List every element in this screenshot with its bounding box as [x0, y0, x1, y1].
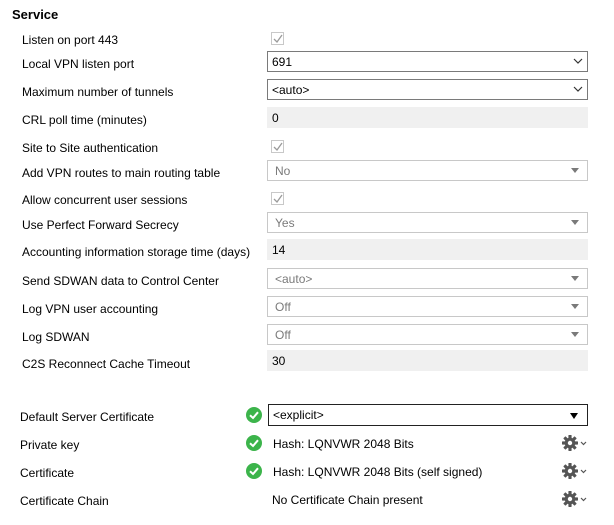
field-value: 14 [272, 243, 286, 257]
dropdown-value: <auto> [275, 272, 313, 286]
combo-value: 691 [272, 55, 293, 69]
dropdown-value: Off [275, 328, 291, 342]
site-to-site-auth-checkbox[interactable] [271, 140, 284, 153]
field-value: 30 [272, 354, 286, 368]
setting-listen-port-443 [0, 29, 614, 51]
setting-label: Maximum number of tunnels [22, 85, 174, 99]
setting-label: CRL poll time (minutes) [22, 113, 147, 127]
dropdown-arrow-icon [571, 220, 579, 225]
log-vpn-user-accounting-dropdown[interactable] [267, 296, 588, 317]
gear-icon[interactable] [562, 462, 590, 480]
setting-add-vpn-routes [0, 160, 614, 182]
setting-label: Local VPN listen port [22, 57, 135, 71]
chevron-down-icon[interactable] [573, 85, 583, 93]
setting-label: Send SDWAN data to Control Center [22, 274, 219, 288]
section-title: Service [12, 7, 59, 22]
setting-max-tunnels [0, 79, 614, 101]
setting-label: Listen on port 443 [22, 33, 119, 47]
chevron-down-icon[interactable] [573, 57, 583, 65]
dropdown-arrow-icon [571, 168, 579, 173]
setting-allow-concurrent-sessions [0, 189, 614, 211]
cert-private-key [0, 434, 614, 456]
crl-poll-time-field[interactable] [267, 107, 588, 128]
allow-concurrent-sessions-checkbox[interactable] [271, 192, 284, 205]
check-circle-icon [246, 407, 262, 423]
setting-label: C2S Reconnect Cache Timeout [22, 357, 191, 371]
dropdown-value: Yes [275, 216, 295, 230]
listen-port-443-checkbox[interactable] [271, 32, 284, 45]
cert-default-server [0, 406, 614, 428]
dropdown-arrow-icon [571, 332, 579, 337]
setting-perfect-forward-secrecy [0, 212, 614, 234]
private-key-value: Hash: LQNVWR 2048 Bits [273, 437, 414, 451]
setting-log-vpn-user-accounting [0, 296, 614, 318]
setting-c2s-reconnect-timeout [0, 350, 614, 372]
field-value: 0 [272, 111, 279, 125]
cert-label: Certificate [20, 466, 75, 480]
cert-certificate-chain [0, 490, 614, 512]
setting-label: Accounting information storage time (days) [22, 245, 251, 259]
add-vpn-routes-dropdown[interactable] [267, 160, 588, 181]
certificate-value: Hash: LQNVWR 2048 Bits (self signed) [273, 465, 483, 479]
cert-label: Private key [20, 438, 80, 452]
dropdown-arrow-icon [570, 413, 578, 419]
setting-label: Site to Site authentication [22, 141, 159, 155]
setting-site-to-site-auth [0, 137, 614, 159]
send-sdwan-data-dropdown[interactable] [267, 268, 588, 289]
setting-local-vpn-listen-port [0, 51, 614, 73]
dropdown-value: Off [275, 300, 291, 314]
checkmark-icon [273, 142, 283, 152]
max-tunnels-combo[interactable] [267, 79, 588, 100]
log-sdwan-dropdown[interactable] [267, 324, 588, 345]
cert-certificate [0, 462, 614, 484]
setting-label: Log SDWAN [22, 330, 90, 344]
setting-log-sdwan [0, 324, 614, 346]
dropdown-value: <explicit> [273, 408, 324, 422]
cert-label: Default Server Certificate [20, 410, 155, 424]
certificate-chain-value: No Certificate Chain present [272, 493, 423, 507]
c2s-reconnect-timeout-field[interactable] [267, 350, 588, 371]
setting-label: Add VPN routes to main routing table [22, 166, 221, 180]
setting-label: Allow concurrent user sessions [22, 193, 188, 207]
accounting-storage-time-field[interactable] [267, 239, 588, 260]
perfect-forward-secrecy-dropdown[interactable] [267, 212, 588, 233]
dropdown-arrow-icon [571, 276, 579, 281]
gear-icon[interactable] [562, 434, 590, 452]
gear-icon[interactable] [562, 490, 590, 508]
dropdown-value: No [275, 164, 291, 178]
checkmark-icon [273, 194, 283, 204]
dropdown-arrow-icon [571, 304, 579, 309]
cert-label: Certificate Chain [20, 494, 109, 508]
setting-label: Use Perfect Forward Secrecy [22, 218, 179, 232]
check-circle-icon [246, 463, 262, 479]
checkmark-icon [273, 34, 283, 44]
combo-value: <auto> [272, 83, 310, 97]
setting-crl-poll-time [0, 107, 614, 129]
setting-send-sdwan-data [0, 268, 614, 290]
setting-label: Log VPN user accounting [22, 302, 159, 316]
setting-accounting-storage-time [0, 239, 614, 261]
local-vpn-listen-port-combo[interactable] [267, 51, 588, 72]
default-server-certificate-dropdown[interactable] [268, 404, 588, 426]
check-circle-icon [246, 435, 262, 451]
